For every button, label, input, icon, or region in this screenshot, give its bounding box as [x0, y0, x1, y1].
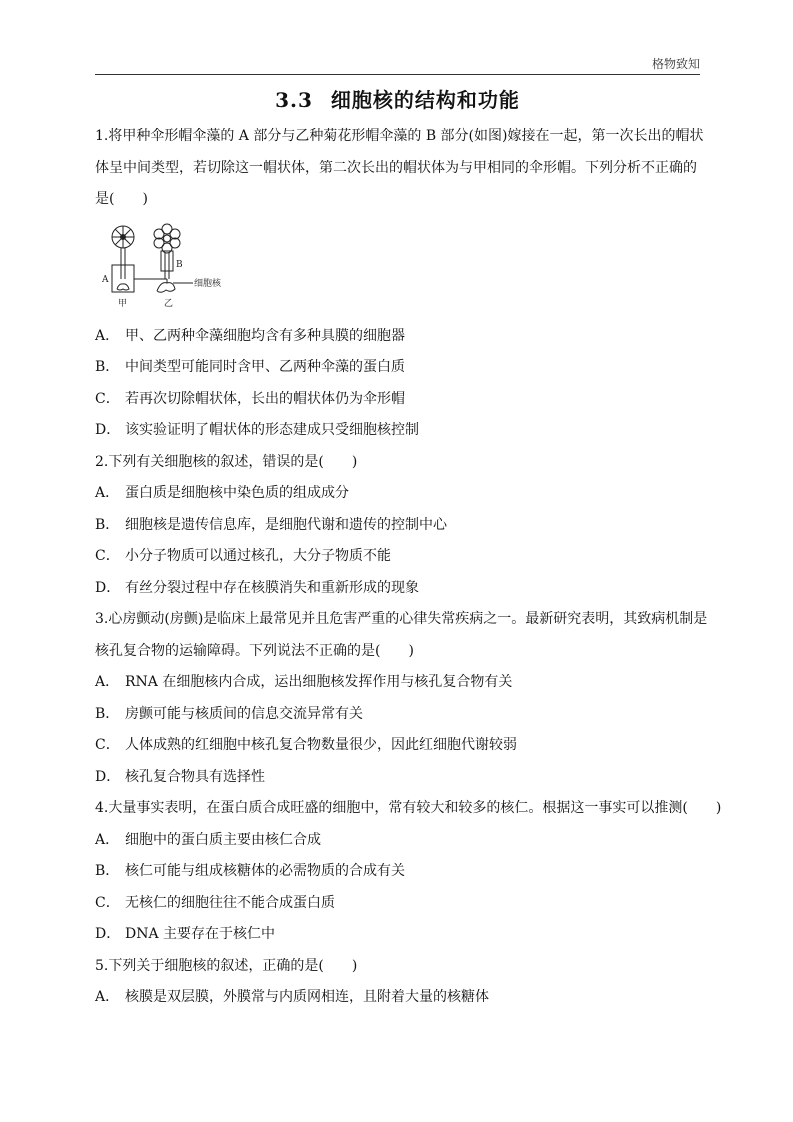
option-c: [95, 384, 700, 416]
option-letter: A．: [95, 831, 120, 848]
option-text: 蛋白质是细胞核中染色质的组成成分: [125, 485, 349, 501]
option-letter: C．: [95, 894, 120, 911]
option-text: 细胞核是遗传信息库，是细胞代谢和遗传的控制中心: [125, 516, 447, 533]
option-text: RNA 在细胞核内合成，运出细胞核发挥作用与核孔复合物有关: [125, 674, 513, 690]
option-letter: B．: [95, 516, 120, 533]
option-letter: B．: [95, 705, 120, 722]
question-4: [95, 793, 722, 951]
option-text: 核膜是双层膜，外膜常与内质网相连，且附着大量的核糖体: [125, 989, 489, 1005]
option-letter: C．: [95, 548, 120, 564]
question-stem-line: 1.将甲种伞形帽伞藻的 A 部分与乙种菊花形帽伞藻的 B 部分(如图)嫁接在一起，第一次长出的帽状: [95, 128, 704, 144]
option-text: 有丝分裂过程中存在核膜消失和重新形成的现象: [125, 579, 419, 596]
question-stem-line: 5.下列关于细胞核的叙述，正确的是( ): [95, 957, 358, 974]
option-letter: C．: [95, 737, 120, 753]
question-stem-line: 2.下列有关细胞核的叙述，错误的是( ): [95, 453, 358, 470]
option-d: [95, 573, 700, 605]
part-b-box: [161, 251, 173, 271]
flower-cap-icon: [154, 224, 180, 253]
option-a: [95, 321, 700, 353]
part-a-box: [112, 265, 134, 292]
option-text: 该实验证明了帽状体的形态建成只受细胞核控制: [125, 422, 419, 438]
question-stem-line: 是( ): [95, 191, 148, 207]
page-header: [95, 52, 700, 75]
acetabularia-graft-figure: [95, 217, 700, 321]
option-letter: C．: [95, 390, 120, 407]
graft-diagram: [101, 217, 231, 319]
option-letter: D．: [95, 422, 121, 438]
option-text: 房颤可能与核质间的信息交流异常有关: [125, 705, 363, 722]
umbrella-cap-icon: [112, 226, 134, 248]
option-letter: B．: [95, 863, 120, 879]
page-title: [95, 84, 700, 113]
question-5: [95, 951, 700, 1014]
label-yi: 乙: [164, 298, 174, 309]
label-nucleus: 细胞核: [194, 278, 222, 289]
option-text: 核仁可能与组成核糖体的必需物质的合成有关: [125, 863, 405, 879]
option-d: [95, 762, 700, 794]
option-text: 核孔复合物具有选择性: [125, 768, 265, 785]
option-text: 若再次切除帽状体，长出的帽状体仍为伞形帽: [125, 390, 405, 407]
option-b: [95, 510, 700, 542]
question-1: [95, 121, 704, 447]
option-text: 甲、乙两种伞藻细胞均含有多种具膜的细胞器: [125, 327, 405, 344]
option-d: [95, 919, 700, 951]
label-b: B: [176, 259, 183, 270]
option-a: [95, 478, 700, 510]
option-text: 小分子物质可以通过核孔，大分子物质不能: [125, 548, 391, 564]
question-stem-line: 3.心房颤动(房颤)是临床上最常见并且危害严重的心律失常疾病之一。最新研究表明，其致病机制是: [95, 611, 708, 627]
question-list: [95, 121, 722, 1014]
option-letter: B．: [95, 359, 120, 375]
option-text: 中间类型可能同时含甲、乙两种伞藻的蛋白质: [125, 359, 405, 375]
option-letter: A．: [95, 485, 120, 501]
option-a: [95, 825, 700, 857]
label-a: A: [102, 274, 109, 285]
option-letter: A．: [95, 989, 120, 1005]
question-stem-line: 体呈中间类型，若切除这一帽状体，第二次长出的帽状体为与甲相同的伞形帽。下列分析不正确的: [95, 159, 697, 176]
option-letter: D．: [95, 768, 121, 785]
option-letter: D．: [95, 926, 121, 942]
option-text: 无核仁的细胞往往不能合成蛋白质: [125, 894, 335, 911]
question-2: [95, 447, 700, 605]
option-d: [95, 415, 700, 447]
option-c: [95, 888, 700, 920]
option-letter: A．: [95, 674, 120, 690]
header-label: 格物致知: [651, 57, 700, 71]
option-a: [95, 667, 700, 699]
section-number: 3.3: [275, 88, 313, 112]
option-b: [95, 699, 700, 731]
option-text: DNA 主要存在于核仁中: [125, 926, 276, 942]
label-jia: 甲: [118, 298, 128, 309]
question-stem-line: 4.大量事实表明，在蛋白质合成旺盛的细胞中，常有较大和较多的核仁。根据这一事实可以推测( ): [95, 800, 722, 816]
option-letter: A．: [95, 327, 120, 344]
option-text: 细胞中的蛋白质主要由核仁合成: [125, 831, 321, 848]
option-b: [95, 856, 700, 888]
option-c: [95, 541, 700, 573]
option-b: [95, 352, 700, 384]
option-c: [95, 730, 700, 762]
question-3: [95, 604, 708, 793]
question-stem-line: 核孔复合物的运输障碍。下列说法不正确的是( ): [95, 642, 414, 659]
option-text: 人体成熟的红细胞中核孔复合物数量很少，因此红细胞代谢较弱: [125, 737, 517, 753]
option-a: [95, 982, 700, 1014]
section-title: 细胞核的结构和功能: [330, 88, 520, 112]
option-letter: D．: [95, 579, 121, 596]
